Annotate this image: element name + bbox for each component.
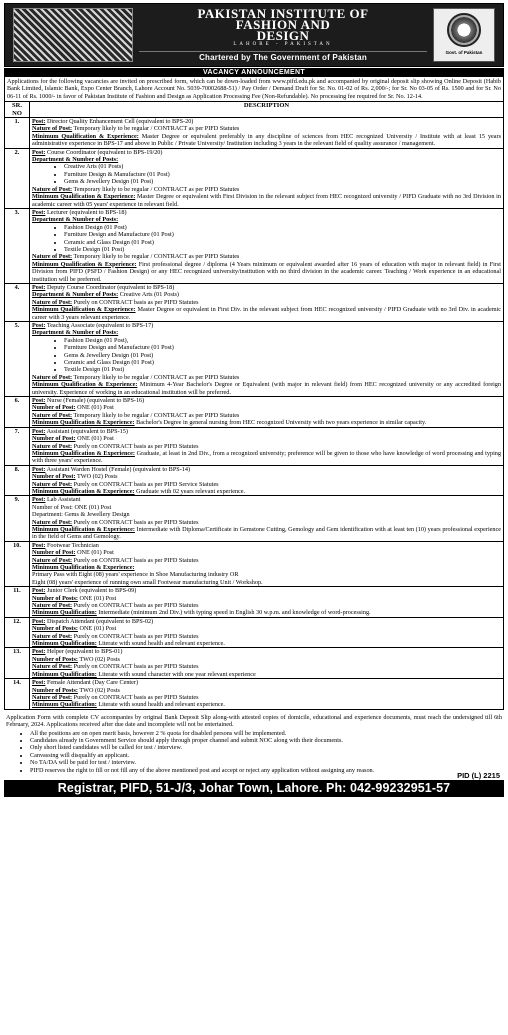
field-label: Nature of Post: — [32, 253, 73, 261]
table-row — [5, 208, 504, 283]
logo-line-2: FASHION AND — [235, 17, 331, 33]
field-value: Lab Assistant — [45, 496, 81, 504]
description-line — [32, 306, 501, 321]
field-value: Intermediate with Diploma/Certificate in Gemstone Cutting, Gemology and Gem identification with at least ten (10) years professional experience in the field of Gems and Gemology. — [32, 525, 502, 541]
field-value: Helper (equivalent to BPS-01) — [45, 648, 123, 656]
description-line — [32, 602, 501, 609]
field-label: Number of Post: — [32, 404, 76, 412]
table-row — [5, 148, 504, 208]
field-value: Purely on CONTRACT basis as per PIFD Statutes — [72, 556, 199, 564]
description-line — [32, 671, 501, 678]
field-value: Master Degree or equivalent preferably in any discipline of sciences from HEC recognized University / Institute with at least 15 years administrative experience in BPS-17 and above in Public / Private University/ Institution including 3 years in the relevant field of quality assurance / management. — [32, 132, 502, 148]
field-value: Nurse (Female) (equivalent to BPS-16) — [45, 397, 145, 405]
description-line — [32, 149, 501, 156]
row-description — [30, 283, 504, 321]
field-label: Nature of Post: — [32, 518, 73, 526]
field-value: Intermediate (minimum 2nd Div.) with typing speed in English 30 w.p.m. and knowledge of word-processing. — [96, 609, 371, 617]
field-label: Number of Posts: — [32, 686, 78, 694]
field-value: Minimum 4-Year Bachelor's Degree or Equivalent (with major in relevant field) from HEC recognized university or any accredited foreign university. Experience of working in an educational institution will be preferred. — [32, 381, 501, 396]
field-label: Minimum Qualification & Experience: — [32, 419, 135, 427]
row-description — [30, 587, 504, 618]
description-line — [32, 481, 501, 488]
row-number: 12. — [5, 617, 30, 648]
field-value: Purely on CONTRACT basis as per PIFD Statutes — [72, 518, 199, 526]
description-line — [32, 694, 501, 701]
field-label: Minimum Qualification & Experience: — [32, 260, 137, 268]
field-label: Number of Post: — [32, 473, 76, 481]
description-line — [32, 186, 501, 193]
field-value: Director Quality Enhancement Cell (equivalent to BPS-20) — [45, 118, 194, 126]
field-value: Department: Gems & Jewellery Design — [32, 511, 130, 519]
row-description — [30, 496, 504, 541]
description-line — [32, 473, 501, 480]
field-label: Minimum Qualification & Experience: — [32, 306, 136, 314]
description-line — [32, 156, 501, 163]
row-number: 10. — [5, 541, 30, 586]
logo-line-1: PAKISTAN INSTITUTE OF — [197, 6, 369, 22]
field-label: Nature of Post: — [32, 602, 73, 610]
description-line — [32, 511, 501, 518]
list-item: • Ceramic and Glass Design (01 Post) — [64, 359, 501, 366]
note-item: • No TA/DA will be paid for test / interview. — [30, 759, 504, 766]
table-row — [5, 465, 504, 496]
list-item: • Textile Design (01 Post) — [64, 246, 501, 253]
row-description — [30, 617, 504, 648]
description-line — [32, 118, 501, 125]
description-line — [32, 193, 501, 208]
list-item: • Ceramic and Glass Design (01 Post) — [64, 239, 501, 246]
note-item: • PIFD reserves the right to fill or not fill any of the above mentioned post and accept or reject any application without assigning any reason. — [30, 767, 504, 774]
field-label: Minimum Qualification & Experience: — [32, 487, 135, 495]
row-number: 1. — [5, 118, 30, 149]
description-line — [32, 397, 501, 404]
field-label: Department & Number of Posts: — [32, 329, 119, 337]
field-label: Post: — [32, 427, 46, 435]
row-number: 8. — [5, 465, 30, 496]
field-value: Purely on CONTRACT basis as per PIFD Statutes — [72, 602, 199, 610]
field-value: Literate with sound health and relevant experience. — [96, 640, 225, 648]
table-row — [5, 397, 504, 428]
field-label: Number of Posts: — [32, 625, 78, 633]
row-number: 5. — [5, 322, 30, 397]
field-value: Course Coordinator (equivalent to BPS-19/20) — [45, 148, 163, 156]
description-line — [32, 656, 501, 663]
field-label: Department & Number of Posts: — [32, 216, 119, 224]
field-value: Assistant (equivalent to BPS-15) — [45, 427, 128, 435]
field-value: Eight (08) years' experience of running own small Footwear manufacturing Unit / Workshop. — [32, 578, 263, 586]
table-row — [5, 541, 504, 586]
field-label: Nature of Post: — [32, 411, 73, 419]
row-description — [30, 148, 504, 208]
list-item: • Fashion Design (01 Post) — [64, 224, 501, 231]
field-label: Number of Posts: — [32, 655, 78, 663]
description-line — [32, 496, 501, 503]
description-line — [32, 640, 501, 647]
description-line — [32, 443, 501, 450]
field-label: Nature of Post: — [32, 632, 73, 640]
field-value: Junior Clerk (equivalent to BPS-09) — [45, 587, 137, 595]
field-value: Master Degree or equivalent in First Div. in the relevant subject from HEC recognized university / PIFD Graduate with no 3rd Div. in academic career with 3 years relevant experience. — [32, 306, 501, 321]
description-line — [32, 381, 501, 396]
field-label: Post: — [32, 322, 46, 329]
pid-number: PID (L) 2215 — [457, 770, 500, 780]
field-value: TWO (02) Posts — [77, 655, 120, 663]
field-label: Nature of Post: — [32, 693, 73, 701]
field-value: Master Degree or equivalent with First Division in the relevant subject from HEC recognized university / PIFD Graduate with no 3rd Division in academic career with 05 years' experience in relevant field. — [32, 193, 501, 208]
description-line — [32, 291, 501, 298]
field-label: Department & Number of Posts: — [32, 156, 119, 164]
list-item: • Furniture Design & Manufacture (01 Post) — [64, 171, 501, 178]
row-number: 11. — [5, 587, 30, 618]
field-label: Minimum Qualification & Experience: — [32, 381, 138, 389]
logo-city: LAHORE - PAKISTAN — [233, 42, 333, 48]
field-label: Nature of Post: — [32, 185, 73, 193]
field-value: Purely on CONTRACT basis as per PIFD Service Statutes — [72, 480, 219, 488]
field-value: Purely on CONTRACT basis as per PIFD Statutes — [72, 663, 199, 671]
field-label: Minimum Qualification & Experience: — [32, 564, 135, 571]
description-line — [32, 579, 501, 586]
vacancy-table — [4, 101, 504, 710]
row-number: 13. — [5, 648, 30, 679]
row-description — [30, 397, 504, 428]
note-item: • Only short listed candidates will be called for test / interview. — [30, 744, 504, 751]
intro-paragraph: Applications for the following vacancies are invited on prescribed form, which can be down-loaded from www.pifd.edu.pk and accompanied by original deposit slip showing Online Deposit (Habib Bank Limited, Islamic Bank, Expo Center Branch, Lahore Account No. 5039-70002688-51) / Pay Order / Demand Draft for Sr. No. 01-02 of Rs. 2,000/-; for Sr. No 03-05 of Rs. 1500 and for Sr. No 06-11 of Rs. 1000/- in favor of Pakistan Institute of Fashion and Design as Application Processing Fee (Non-Refundable). No processing fee required for Sr. No. 12-14. — [4, 77, 504, 101]
row-description — [30, 541, 504, 586]
field-label: Nature of Post: — [32, 298, 73, 306]
table-row — [5, 587, 504, 618]
description-line — [32, 609, 501, 616]
department-list — [32, 337, 501, 374]
row-number: 14. — [5, 679, 30, 710]
description-line — [32, 253, 501, 260]
field-label: Post: — [32, 541, 46, 549]
field-value: ONE (01) Post — [75, 435, 114, 443]
col-sr-no: SR. NO — [5, 102, 30, 118]
field-value: First professional degree / diploma (4 Years minimum or equivalent awarded after 16 years of education with major in relevant field) in First Division from PIFD (PSFD / Fashion Design) or any HEC recognized university/institution with no third division in the academic career. Teaching / Work experience in an educational institution will be preferred. — [32, 260, 501, 283]
notes-list — [4, 730, 504, 774]
department-list — [32, 163, 501, 185]
field-label: Post: — [32, 587, 46, 595]
description-line — [32, 595, 501, 602]
table-row — [5, 648, 504, 679]
field-label: Minimum Qualification: — [32, 609, 97, 617]
field-value: Footwear Technician — [45, 541, 99, 549]
field-value: Graduate with 02 years relevant experience. — [134, 487, 246, 495]
description-line — [32, 549, 501, 556]
table-row — [5, 283, 504, 321]
field-label: Post: — [32, 465, 46, 473]
field-label: Post: — [32, 118, 46, 126]
description-line — [32, 133, 501, 148]
registrar-address: Registrar, PIFD, 51-J/3, Johar Town, Lahore. Ph: 042-99232951-57 — [4, 780, 504, 797]
description-line — [32, 322, 501, 329]
table-row — [5, 118, 504, 149]
col-description: DESCRIPTION — [30, 102, 504, 118]
field-label: Nature of Post: — [32, 480, 73, 488]
field-label: Department & Number of Posts: — [32, 291, 119, 299]
emblem-caption: Govt. of Pakistan — [445, 50, 483, 56]
description-line — [32, 466, 501, 473]
field-value: Assistant Warden Hostel (Female) (equivalent to BPS-14) — [45, 465, 191, 473]
note-item: • Candidates already in Government Service should apply through proper channel and submit NOC along with their documents. — [30, 737, 504, 744]
field-value: ONE (01) Post — [75, 404, 114, 412]
field-label: Nature of Post: — [32, 663, 73, 671]
field-label: Post: — [32, 617, 46, 625]
field-label: Minimum Qualification: — [32, 640, 97, 648]
field-label: Post: — [32, 283, 46, 291]
field-value: Number of Post: ONE (01) Post — [32, 503, 112, 511]
field-value: Female Attendant (Day Care Center) — [45, 679, 139, 687]
row-number: 2. — [5, 148, 30, 208]
description-line — [32, 625, 501, 632]
field-label: Minimum Qualification: — [32, 701, 97, 709]
closing-paragraph: Application Form with complete CV accompanies by original Bank Deposit Slip along-with attested copies of domicile, educational and experience documents, must reach the undersigned till 6th February, 2024. Applications received after due date and incomplete will not be entertained. — [6, 713, 502, 729]
table-row — [5, 322, 504, 397]
list-item: • Fashion Design (01 Post), — [64, 337, 501, 344]
field-label: Number of Post: — [32, 435, 76, 443]
description-line — [32, 687, 501, 694]
field-label: Minimum Qualification: — [32, 670, 97, 678]
field-value: Creative Arts (01 Posts) — [118, 291, 179, 299]
govt-emblem-icon — [447, 13, 481, 47]
field-value: Bachelor's Degree in general nursing from HEC recognized University with two years experience in similar capacity. — [134, 419, 427, 427]
charter-line: Chartered by The Government of Pakistan — [139, 51, 427, 61]
list-item: • Furniture Design and Manufacture (01 Post) — [64, 344, 501, 351]
row-description — [30, 427, 504, 465]
description-line — [32, 663, 501, 670]
govt-emblem — [433, 8, 495, 62]
institute-logo — [133, 8, 433, 61]
field-value: Graduate, at least in 2nd Div., from a recognized university; preference will be given to those who have knowledge of word processing and typing with three years' experience. — [32, 449, 501, 465]
description-line — [32, 216, 501, 223]
description-line — [32, 125, 501, 132]
description-line — [32, 329, 501, 336]
field-label: Nature of Post: — [32, 373, 73, 381]
field-label: Post: — [32, 397, 46, 405]
field-value: Temporary likely to be regular / CONTRACT as per PIFD Statutes — [72, 253, 240, 261]
note-item: • Canvassing will disqualify an applicant. — [30, 752, 504, 759]
description-line — [32, 261, 501, 283]
list-item: • Gems & Jewellery Design (01 Post) — [64, 178, 501, 185]
description-line — [32, 435, 501, 442]
row-number: 4. — [5, 283, 30, 321]
field-value: Temporary likely to be regular / CONTRACT as per PIFD Statutes — [72, 411, 240, 419]
row-description — [30, 208, 504, 283]
description-line — [32, 542, 501, 549]
description-line — [32, 564, 501, 571]
field-label: Post: — [32, 208, 46, 216]
field-label: Number of Post: — [32, 549, 76, 557]
field-value: Literate with sound character with one year relevant experience — [96, 670, 256, 678]
description-line — [32, 299, 501, 306]
field-value: Temporary likely to be regular / CONTRACT as per PIFD Statutes — [72, 373, 240, 381]
field-value: Dispatch Attendant (equivalent to BPS-02) — [45, 617, 154, 625]
row-description — [30, 648, 504, 679]
department-list — [32, 224, 501, 254]
field-value: TWO (02) Posts — [75, 473, 118, 481]
row-description — [30, 118, 504, 149]
description-line — [32, 374, 501, 381]
row-description — [30, 465, 504, 496]
description-line — [32, 412, 501, 419]
field-label: Nature of Post: — [32, 125, 73, 133]
table-row — [5, 617, 504, 648]
row-description — [30, 679, 504, 710]
description-line — [32, 504, 501, 511]
description-line — [32, 587, 501, 594]
field-value: Deputy Course Coordinator (equivalent to BPS-18) — [45, 283, 175, 291]
field-value: ONE (01) Post — [77, 625, 117, 633]
list-item: • Creative Arts (01 Posts) — [64, 163, 501, 170]
description-line — [32, 519, 501, 526]
announcement-title: VACANCY ANNOUNCEMENT — [4, 68, 504, 77]
description-line — [32, 526, 501, 541]
row-description — [30, 322, 504, 397]
field-label: Post: — [32, 648, 46, 656]
row-number: 9. — [5, 496, 30, 541]
description-line — [32, 618, 501, 625]
field-value: Temporary likely to be regular / CONTRACT as per PIFD Statutes — [72, 125, 240, 133]
description-line — [32, 209, 501, 216]
description-line — [32, 648, 501, 655]
header-banner — [4, 3, 504, 67]
table-row — [5, 427, 504, 465]
description-line — [32, 557, 501, 564]
field-value: Purely on CONTRACT basis as per PIFD Statutes — [72, 442, 199, 450]
description-line — [32, 488, 501, 495]
field-label: Post: — [32, 496, 46, 504]
field-value: Purely on CONTRACT basis as per PIFD Statutes — [72, 693, 199, 701]
description-line — [32, 284, 501, 291]
row-number: 6. — [5, 397, 30, 428]
row-number: 3. — [5, 208, 30, 283]
field-label: Post: — [32, 148, 46, 156]
field-label: Minimum Qualification & Experience: — [32, 449, 135, 457]
decorative-pattern — [13, 8, 133, 62]
field-label: Minimum Qualification & Experience: — [32, 193, 136, 201]
description-line — [32, 450, 501, 465]
field-value: ONE (01) Post — [75, 549, 114, 557]
table-header-row — [5, 102, 504, 118]
field-value: Lecturer (equivalent to BPS-18) — [45, 208, 127, 216]
table-row — [5, 496, 504, 541]
field-value: Literate with sound health and relevant experience. — [96, 701, 225, 709]
field-value: ONE (01) Post — [77, 594, 117, 602]
list-item: • Textile Design (01 Post) — [64, 366, 501, 373]
field-value: Purely on CONTRACT basis as per PIFD Statutes — [72, 298, 199, 306]
field-value: Purely on CONTRACT basis as per PIFD Statutes — [72, 632, 199, 640]
field-value: Temporary likely to be regular / CONTRACT as per PIFD Statutes — [72, 185, 240, 193]
field-label: Minimum Qualification & Experience: — [32, 132, 139, 140]
list-item: • Furniture Design and Manufacture (01 Post) — [64, 231, 501, 238]
table-row — [5, 679, 504, 710]
field-label: Nature of Post: — [32, 556, 73, 564]
row-number: 7. — [5, 427, 30, 465]
logo-line-3: DESIGN — [256, 28, 310, 44]
list-item: • Gems & Jewellery Design (01 Post) — [64, 352, 501, 359]
field-value: TWO (02) Posts — [77, 686, 120, 694]
description-line — [32, 404, 501, 411]
description-line — [32, 633, 501, 640]
description-line — [32, 701, 501, 708]
description-line — [32, 419, 501, 426]
field-value: Teaching Associate (equivalent to BPS-17) — [45, 322, 154, 329]
vacancy-rows — [5, 118, 504, 710]
field-label: Nature of Post: — [32, 442, 73, 450]
field-label: Minimum Qualification & Experience: — [32, 525, 135, 533]
description-line — [32, 679, 501, 686]
field-label: Number of Posts: — [32, 594, 78, 602]
note-item: • All the positions are on open merit basis, however 2 % quota for disabled persons will be implemented. — [30, 730, 504, 737]
field-label: Post: — [32, 679, 46, 687]
description-line — [32, 571, 501, 578]
field-value: Primary Pass with Eight (08) years' experience in Shoe Manufacturing industry OR — [32, 571, 239, 579]
description-line — [32, 428, 501, 435]
